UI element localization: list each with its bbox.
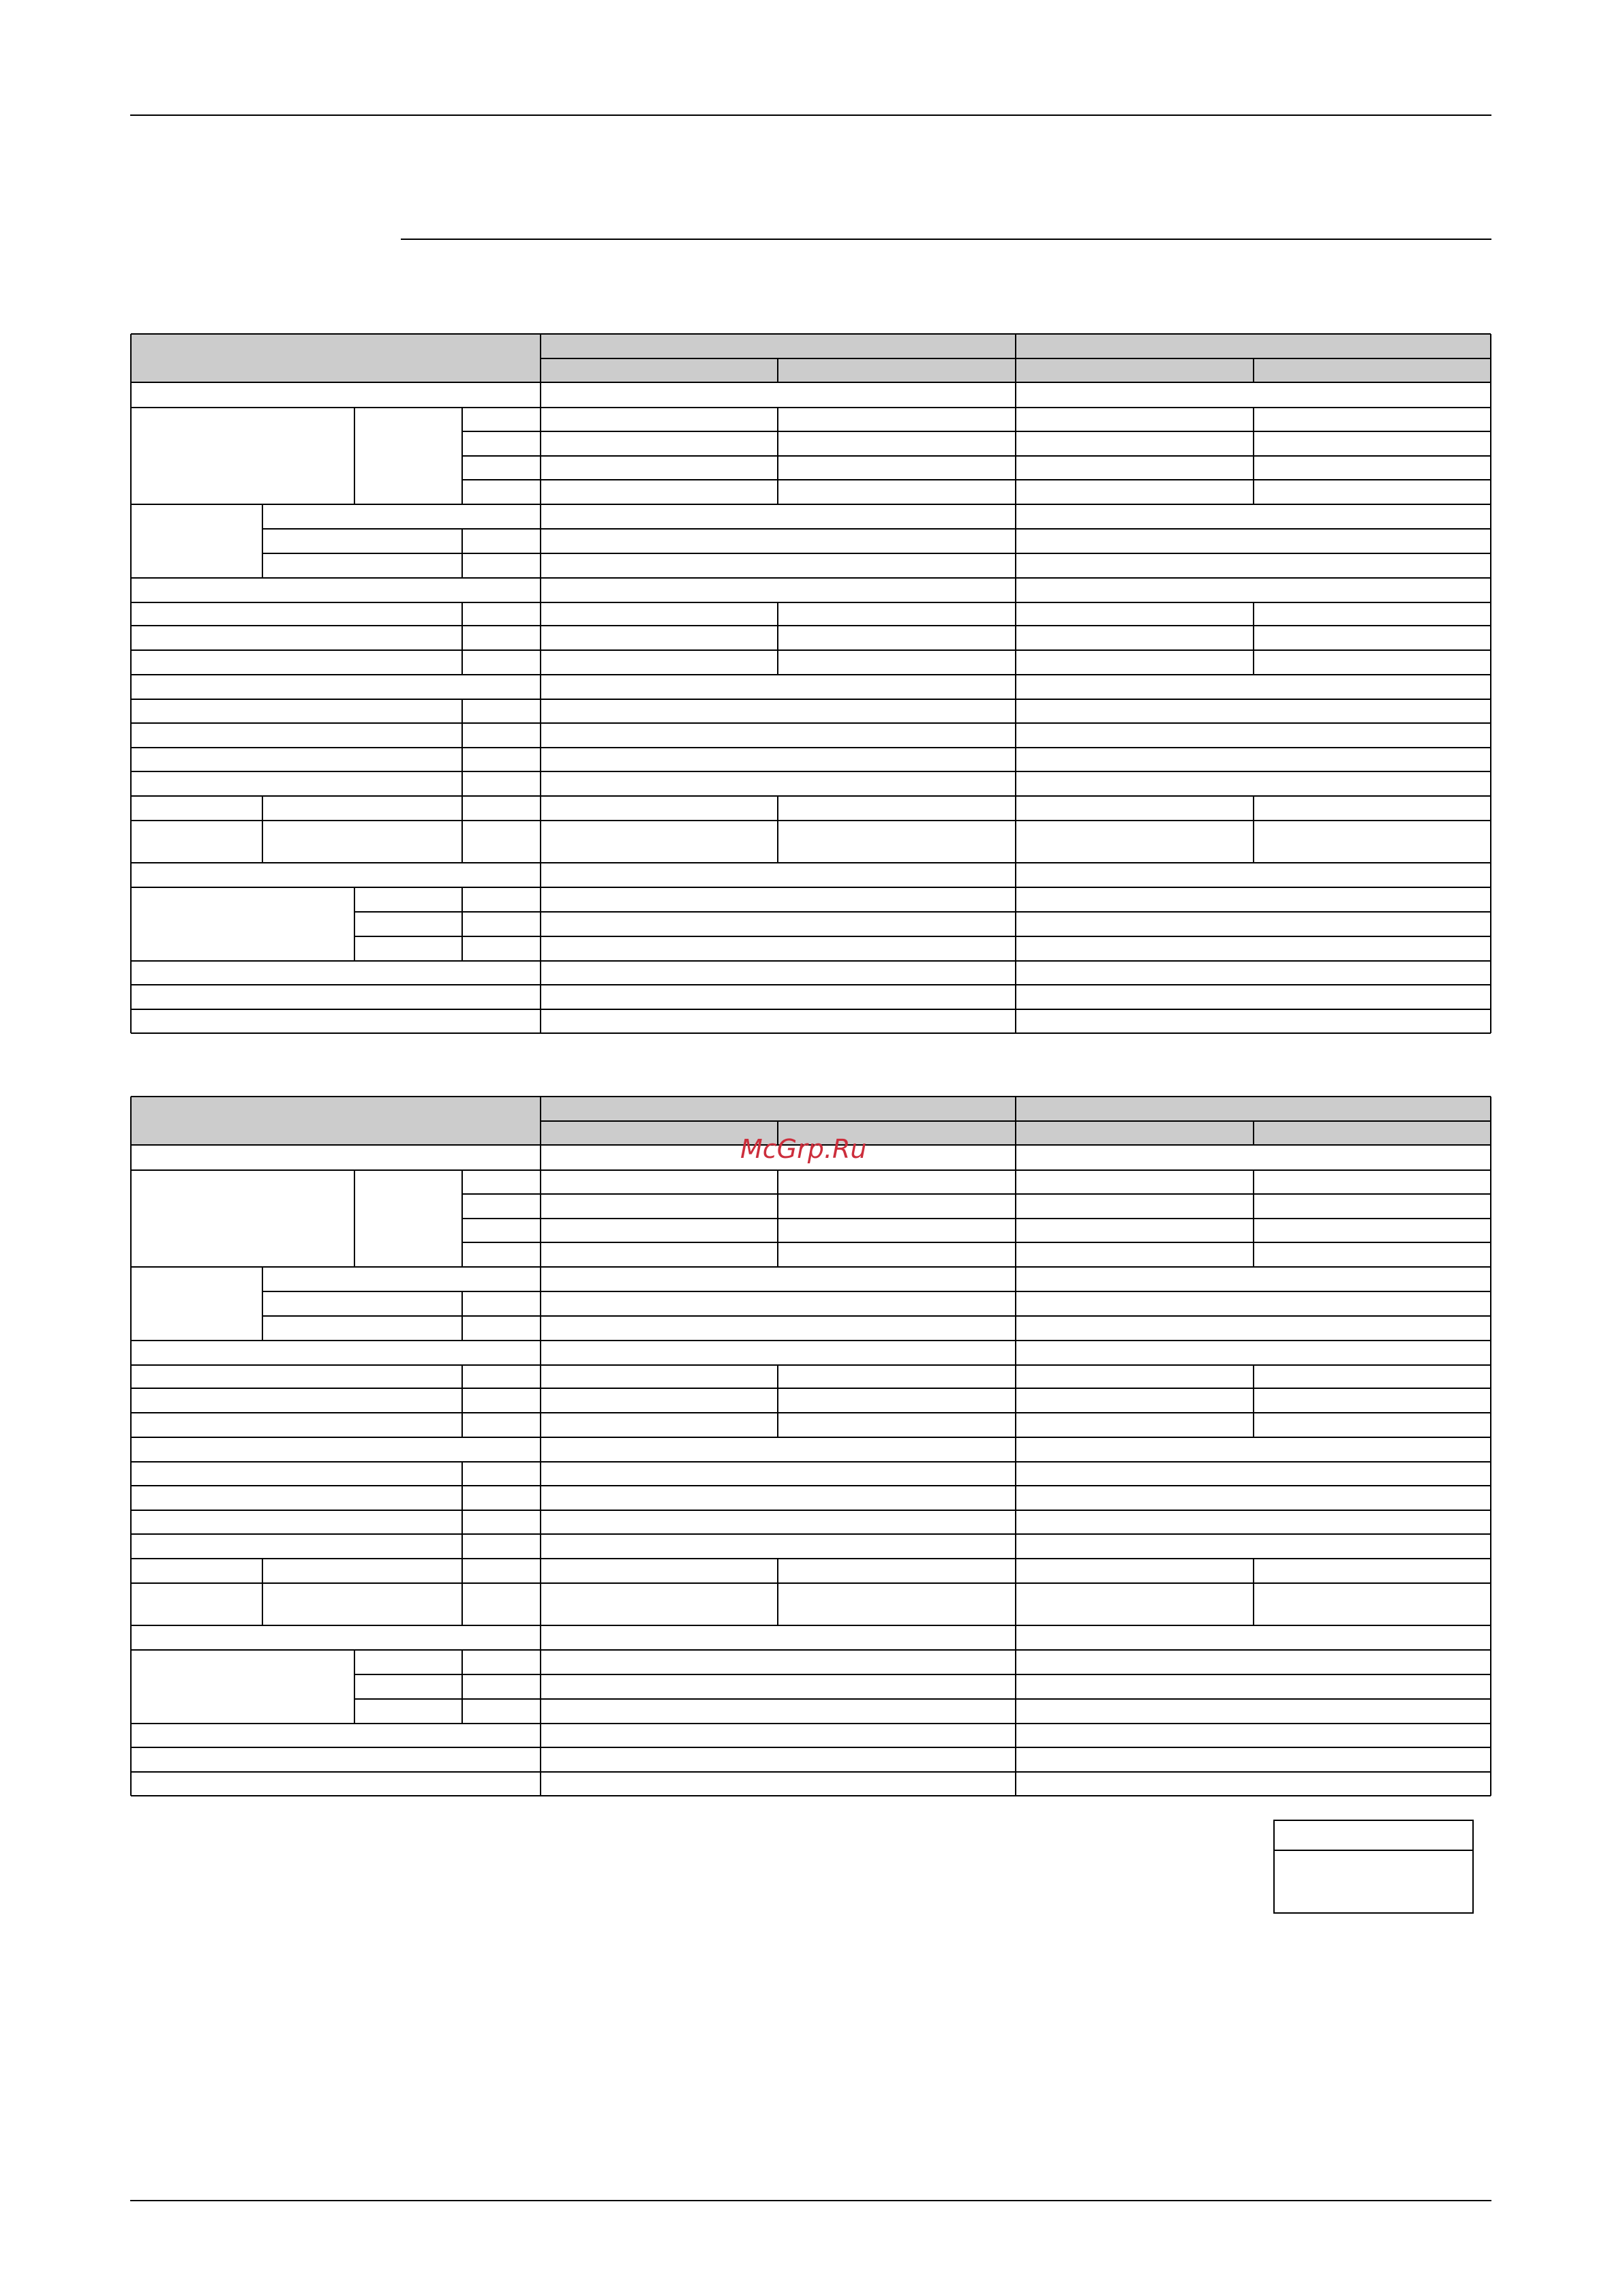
stamp-divider [1275, 1850, 1472, 1851]
header-cell [131, 1097, 541, 1145]
bottom-rule [130, 2200, 1491, 2201]
watermark-text: McGrp.Ru [740, 1134, 867, 1164]
stamp-box [1273, 1820, 1474, 1914]
